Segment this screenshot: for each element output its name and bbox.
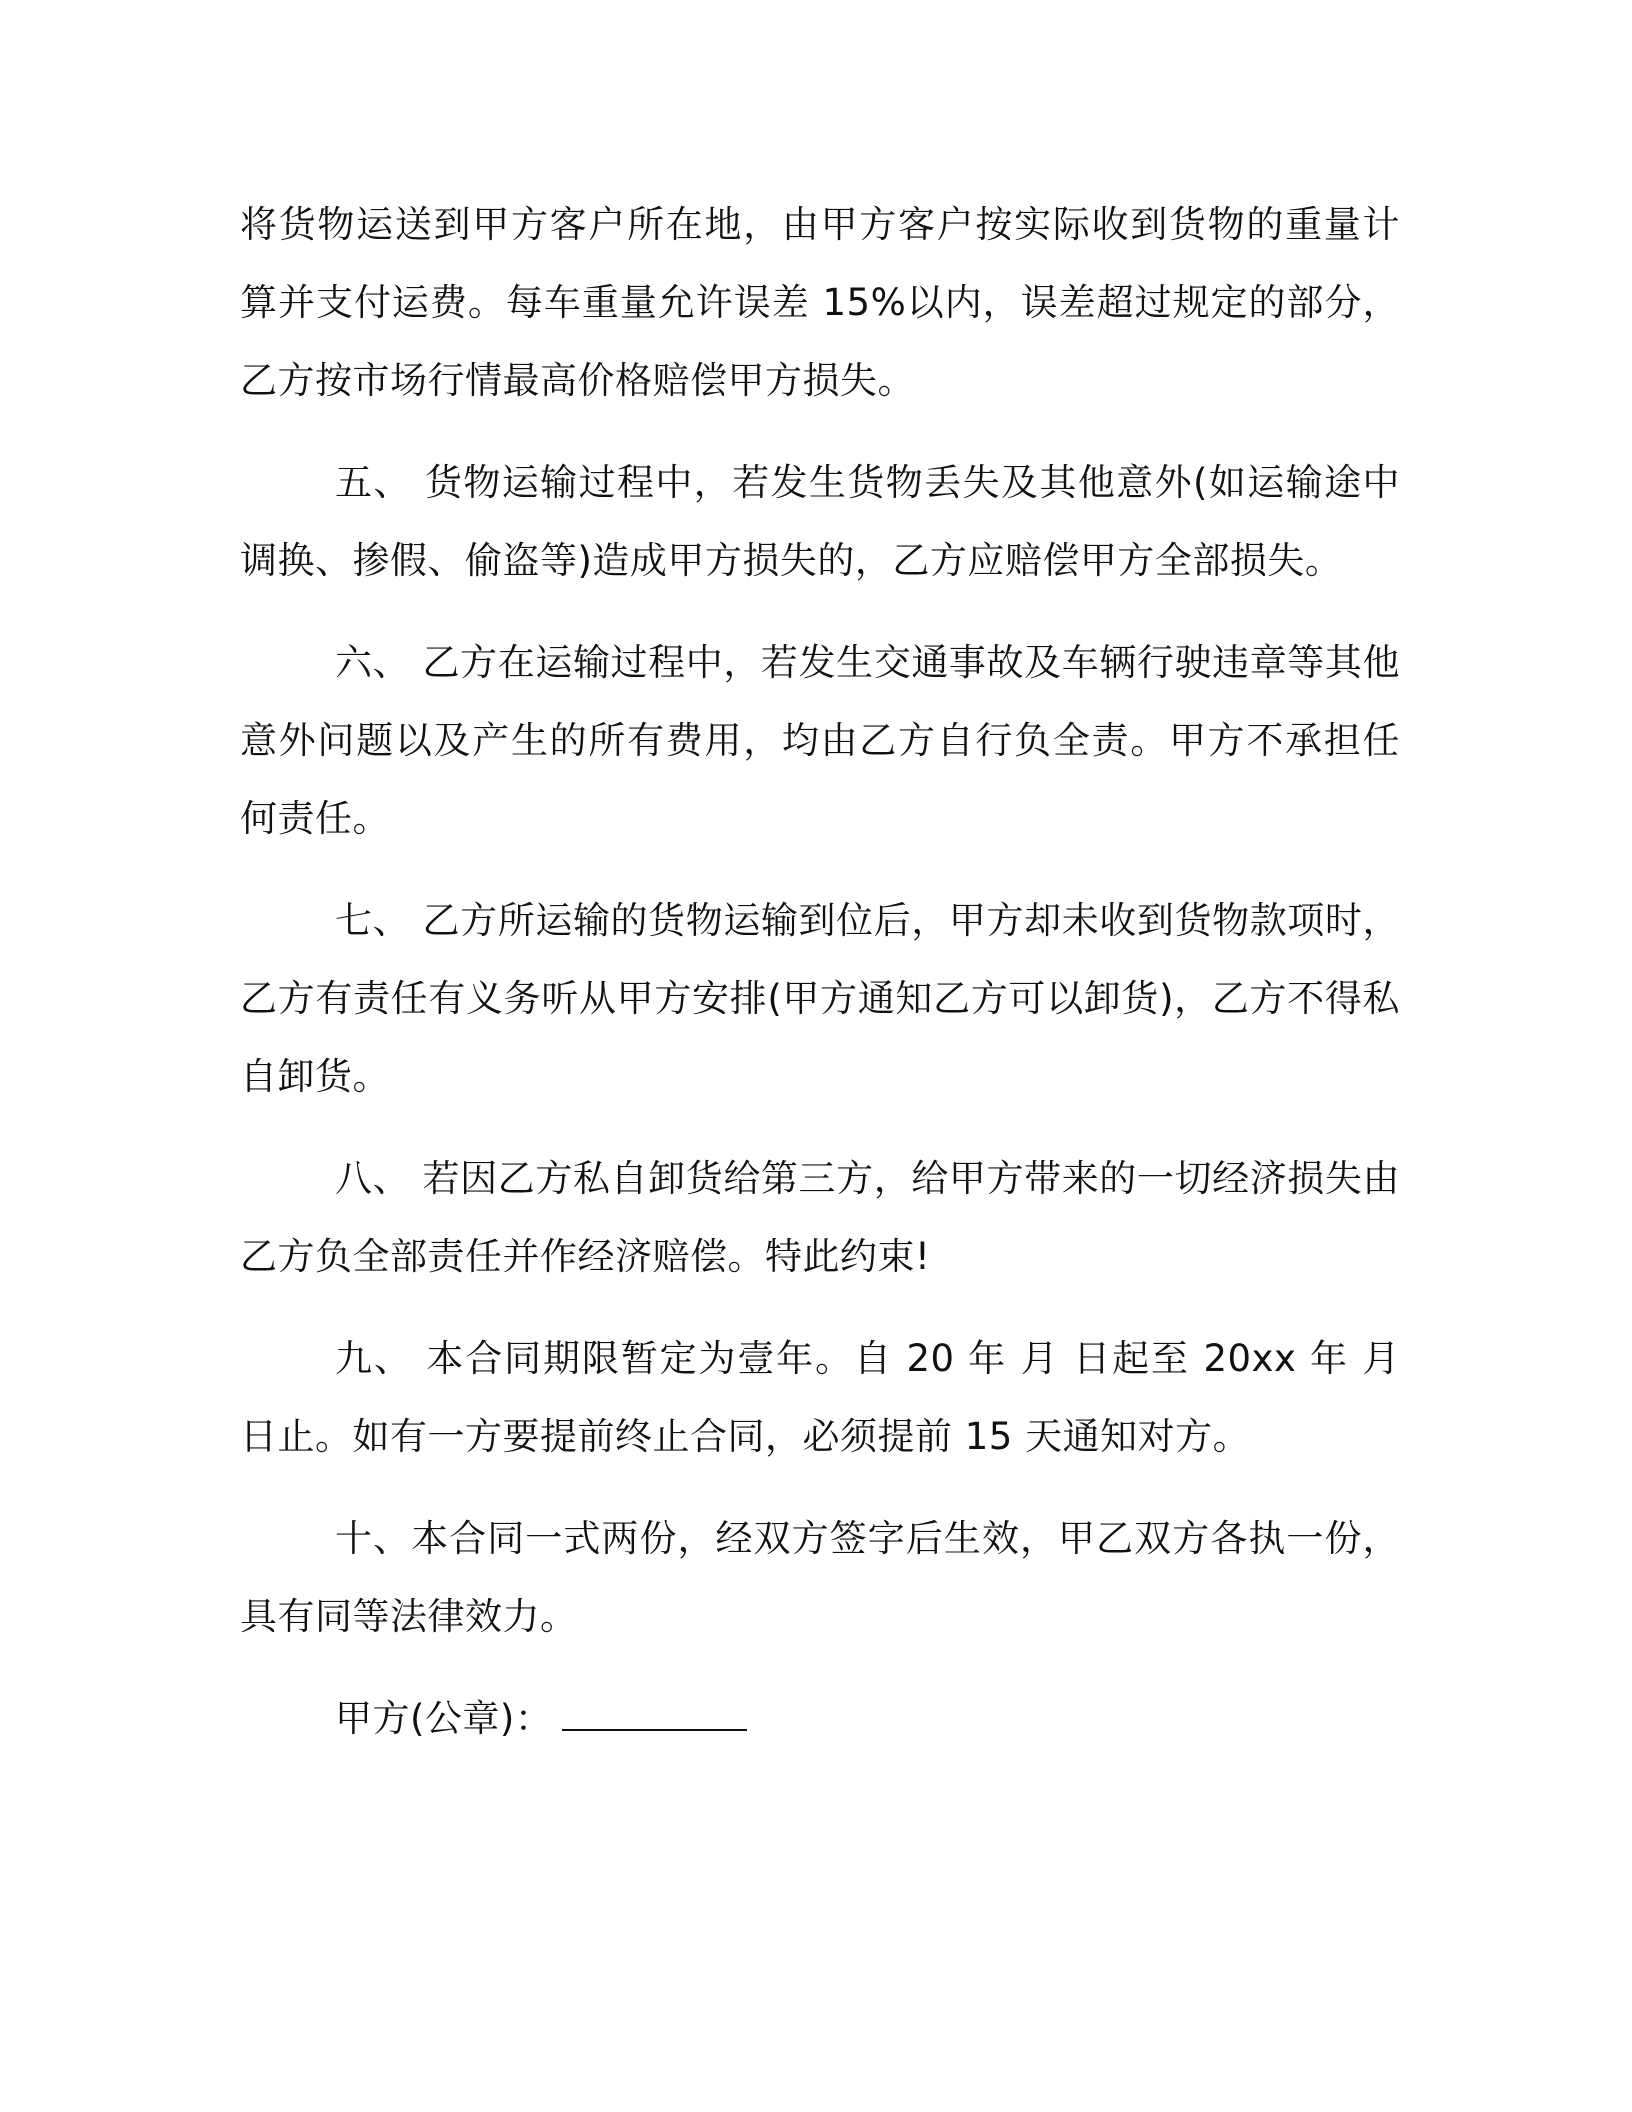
paragraph-clause-7: 七、 乙方所运输的货物运输到位后，甲方却未收到货物款项时，乙方有责任有义务听从甲方安排(甲方通知乙方可以卸货)，乙方不得私自卸货。 — [240, 899, 1400, 1098]
signature-party-a — [240, 1680, 1400, 1758]
document-body — [240, 186, 1400, 1758]
signature-blank-line — [562, 1691, 747, 1731]
paragraph-clause-10: 十、本合同一式两份，经双方签字后生效，甲乙双方各执一份，具有同等法律效力。 — [240, 1517, 1400, 1638]
paragraph-clause-8: 八、 若因乙方私自卸货给第三方，给甲方带来的一切经济损失由乙方负全部责任并作经济赔偿。特此约束! — [240, 1157, 1400, 1278]
paragraph-clause-6: 六、 乙方在运输过程中，若发生交通事故及车辆行驶违章等其他意外问题以及产生的所有费用，均由乙方自行负全责。甲方不承担任何责任。 — [240, 641, 1400, 840]
signature-label: 甲方(公章)： — [335, 1697, 553, 1740]
paragraph-continuation: 将货物运送到甲方客户所在地，由甲方客户按实际收到货物的重量计算并支付运费。每车重量允许误差 15%以内，误差超过规定的部分，乙方按市场行情最高价格赔偿甲方损失。 — [240, 203, 1400, 402]
paragraph-clause-9: 九、 本合同期限暂定为壹年。自 20 年 月 日起至 20xx 年 月 日止。如有一方要提前终止合同，必须提前 15 天通知对方。 — [240, 1337, 1400, 1458]
paragraph-clause-5: 五、 货物运输过程中，若发生货物丢失及其他意外(如运输途中调换、掺假、偷盗等)造成甲方损失的，乙方应赔偿甲方全部损失。 — [240, 461, 1400, 582]
